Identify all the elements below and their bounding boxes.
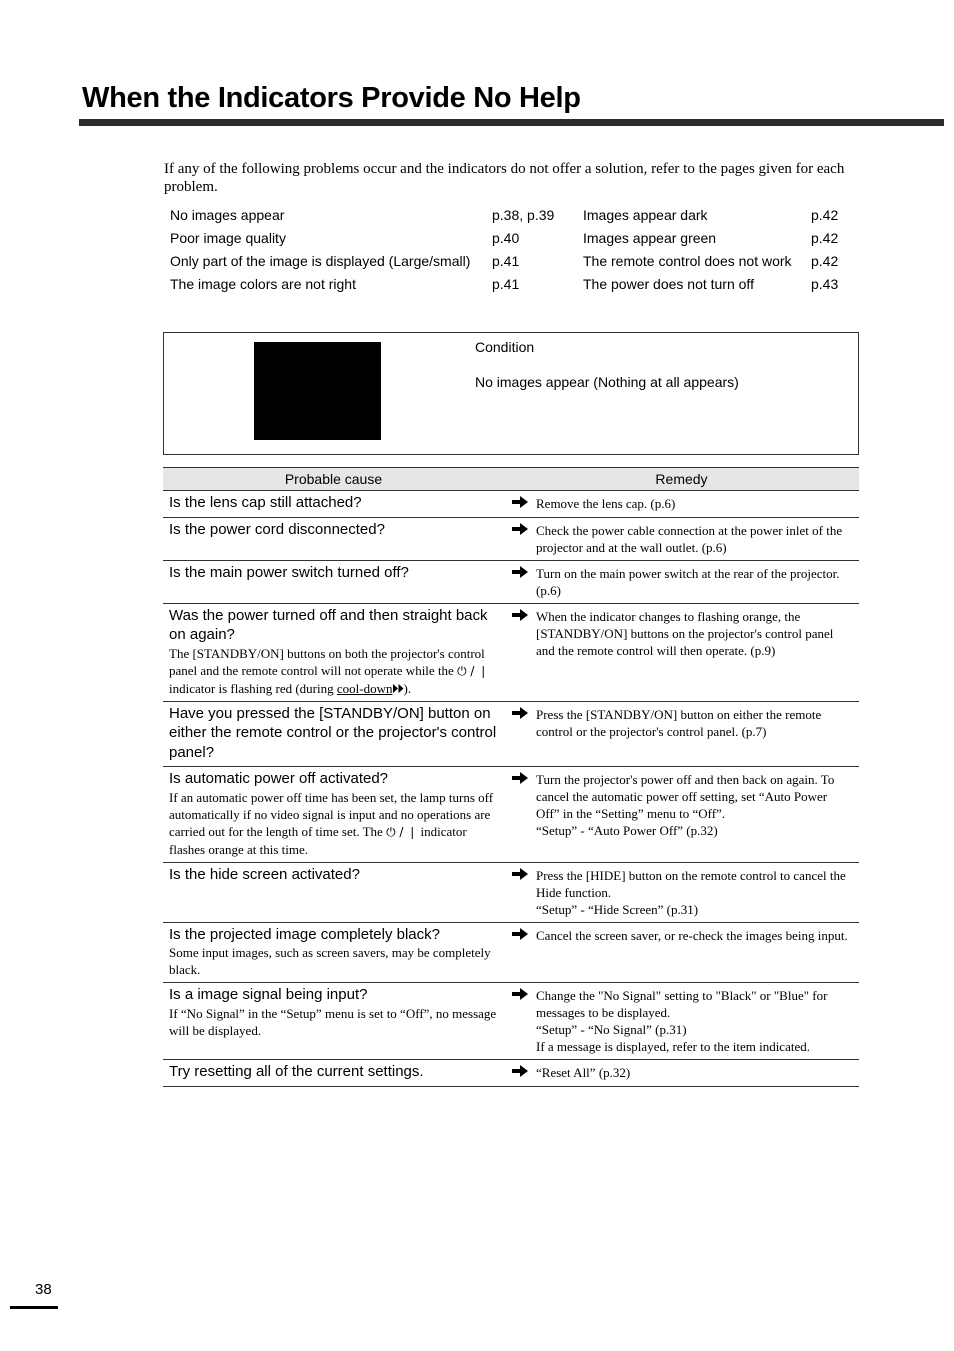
page-number-rule bbox=[10, 1306, 58, 1309]
index-row bbox=[164, 249, 859, 272]
cause-question: Is the main power switch turned off? bbox=[169, 563, 409, 581]
index-page: p.41 bbox=[492, 252, 520, 269]
index-page: p.42 bbox=[811, 229, 839, 246]
arrow-right-icon bbox=[504, 983, 536, 1060]
remedy-cell bbox=[536, 517, 859, 560]
cause-question: Is the projected image completely black? bbox=[169, 925, 440, 943]
remedy-line: If a message is displayed, refer to the item indicated. bbox=[536, 1039, 810, 1054]
table-row bbox=[163, 983, 859, 1060]
arrow-right-icon bbox=[504, 701, 536, 767]
table-row bbox=[163, 1060, 859, 1087]
remedy-cell bbox=[536, 1060, 859, 1087]
page-number: 38 bbox=[35, 1281, 52, 1298]
power-standby-icon: ⏻ / ❘ bbox=[386, 824, 418, 839]
cause-note-text: indicator flashes orange at this time. bbox=[169, 823, 467, 857]
arrow-right-icon bbox=[504, 922, 536, 983]
cause-note bbox=[169, 789, 500, 858]
index-page: p.42 bbox=[811, 252, 839, 269]
table-row bbox=[163, 701, 859, 767]
condition-box bbox=[163, 332, 859, 455]
table-row bbox=[163, 560, 859, 603]
index-problem: Poor image quality bbox=[170, 229, 286, 246]
remedy-cell bbox=[536, 767, 859, 863]
probable-cause-cell bbox=[163, 767, 504, 863]
index-problem: Images appear dark bbox=[583, 206, 708, 223]
remedy-line: Check the power cable connection at the power inlet of the projector and at the wall outlet. (p.6) bbox=[536, 522, 843, 555]
remedy-line: Press the [STANDBY/ON] button on either the remote control or the projector's control panel. (p.7) bbox=[536, 706, 822, 739]
table-row bbox=[163, 922, 859, 983]
index-page: p.41 bbox=[492, 275, 520, 292]
probable-cause-cell bbox=[163, 517, 504, 560]
table-row bbox=[163, 603, 859, 701]
index-problem: The remote control does not work bbox=[583, 252, 792, 269]
condition-label: Condition bbox=[475, 339, 535, 355]
remedy-line: Change the "No Signal" setting to "Black" or "Blue" for messages to be displayed. bbox=[536, 988, 828, 1020]
cause-note: If “No Signal” in the “Setup” menu is set to “Off”, no message will be displayed. bbox=[169, 1005, 497, 1038]
index-page: p.40 bbox=[492, 229, 520, 246]
black-screen-illustration bbox=[254, 342, 381, 440]
arrow-right-icon bbox=[504, 1060, 536, 1087]
index-page: p.43 bbox=[811, 275, 839, 292]
remedy-line: “Reset All” (p.32) bbox=[536, 1065, 631, 1080]
remedy-cell bbox=[536, 922, 859, 983]
remedy-cell bbox=[536, 560, 859, 603]
index-problem: The power does not turn off bbox=[583, 275, 754, 292]
remedy-line: “Setup” - “No Signal” (p.31) bbox=[536, 1022, 687, 1037]
probable-cause-cell bbox=[163, 560, 504, 603]
remedy-line: Cancel the screen saver, or re-check the images being input. bbox=[536, 927, 848, 943]
table-row bbox=[163, 767, 859, 863]
remedy-line: Remove the lens cap. (p.6) bbox=[536, 496, 676, 511]
remedy-line: “Setup” - “Hide Screen” (p.31) bbox=[536, 901, 699, 917]
cause-note-text: If an automatic power off time has been set, the lamp turns off automatically if no video signal is input and no operations are carried out for the length of time set. The bbox=[169, 789, 494, 839]
table-row bbox=[163, 517, 859, 560]
arrow-right-icon bbox=[504, 862, 536, 922]
remedy-cell bbox=[536, 983, 859, 1060]
cause-question: Is automatic power off activated? bbox=[169, 770, 389, 787]
index-row bbox=[164, 272, 859, 295]
double-arrow-icon bbox=[393, 681, 404, 696]
glossary-link-cool-down: cool-down bbox=[336, 680, 393, 696]
cause-note-text: The [STANDBY/ON] buttons on both the projector's control panel and the remote control will not operate while the bbox=[169, 645, 485, 678]
probable-cause-cell bbox=[163, 862, 504, 922]
intro-paragraph: If any of the following problems occur and the indicators do not offer a solution, refer to the pages given for each problem. bbox=[164, 161, 845, 195]
index-page: p.42 bbox=[811, 206, 839, 223]
cause-question: Try resetting all of the current settings. bbox=[169, 1063, 424, 1080]
remedy-line: “Setup” - “Auto Power Off” (p.32) bbox=[536, 823, 718, 838]
cause-note bbox=[169, 645, 500, 697]
page-title: When the Indicators Provide No Help bbox=[82, 82, 581, 114]
index-row bbox=[164, 226, 859, 249]
arrow-right-icon bbox=[504, 767, 536, 863]
remedy-cell bbox=[536, 701, 859, 767]
remedy-line: Turn on the main power switch at the rear of the projector. (p.6) bbox=[536, 565, 840, 598]
probable-cause-cell bbox=[163, 922, 504, 983]
remedy-cell bbox=[536, 603, 859, 701]
probable-cause-cell bbox=[163, 491, 504, 518]
cause-question: Have you pressed the [STANDBY/ON] button on either the remote control or the projector's control panel? bbox=[169, 704, 497, 761]
table-row bbox=[163, 862, 859, 922]
remedy-cell bbox=[536, 491, 859, 518]
arrow-right-icon bbox=[504, 491, 536, 518]
table-row bbox=[163, 491, 859, 518]
arrow-right-icon bbox=[504, 560, 536, 603]
remedy-cell bbox=[536, 862, 859, 922]
power-standby-icon: ⏻ / ❘ bbox=[457, 663, 489, 678]
index-row bbox=[164, 203, 859, 226]
remedy-line: Turn the projector's power off and then back on again. To cancel the automatic power off setting, set “Auto Power Off” in the “Setting” menu to “Off”. bbox=[536, 772, 835, 821]
cause-note: Some input images, such as screen savers, may be completely black. bbox=[169, 945, 491, 977]
cause-question: Is the lens cap still attached? bbox=[169, 494, 362, 511]
remedy-line: When the indicator changes to flashing orange, the [STANDBY/ON] buttons on the projector's control panel and the remote control will then operate. (p.9) bbox=[536, 608, 834, 658]
arrow-right-icon bbox=[504, 517, 536, 560]
condition-text: No images appear (Nothing at all appears) bbox=[475, 374, 739, 390]
index-problem: No images appear bbox=[170, 206, 285, 223]
troubleshooting-table bbox=[163, 467, 859, 1087]
arrow-right-icon bbox=[504, 603, 536, 701]
index-problem: The image colors are not right bbox=[170, 275, 356, 292]
probable-cause-cell bbox=[163, 1060, 504, 1087]
probable-cause-cell bbox=[163, 701, 504, 767]
probable-cause-cell bbox=[163, 983, 504, 1060]
cause-question: Was the power turned off and then straight back on again? bbox=[169, 606, 488, 643]
cause-question: Is the hide screen activated? bbox=[169, 865, 360, 883]
cause-note-text: ). bbox=[403, 680, 412, 696]
header-remedy: Remedy bbox=[504, 468, 859, 491]
probable-cause-cell bbox=[163, 603, 504, 701]
header-probable-cause: Probable cause bbox=[163, 468, 504, 491]
remedy-line: Press the [HIDE] button on the remote control to cancel the Hide function. bbox=[536, 867, 846, 900]
cause-note-text: indicator is flashing red (during bbox=[169, 680, 334, 696]
index-problem: Only part of the image is displayed (Large/small) bbox=[170, 252, 471, 269]
title-rule bbox=[79, 119, 944, 126]
problem-index-table bbox=[164, 203, 859, 295]
cause-question: Is a image signal being input? bbox=[169, 986, 368, 1003]
index-page: p.38, p.39 bbox=[492, 206, 555, 223]
index-problem: Images appear green bbox=[583, 229, 717, 246]
cause-question: Is the power cord disconnected? bbox=[169, 520, 385, 538]
